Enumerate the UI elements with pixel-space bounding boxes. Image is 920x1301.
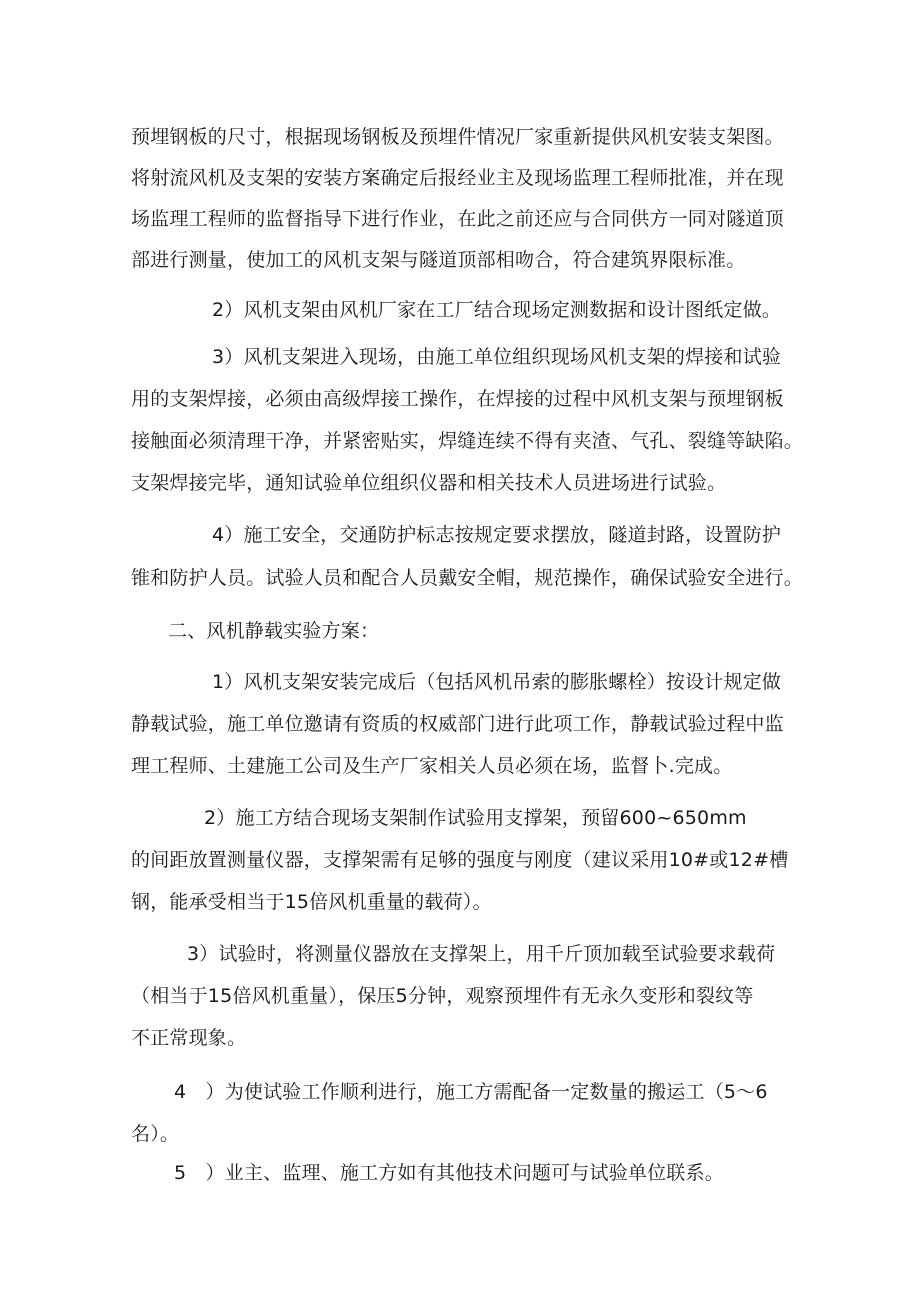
text-line: 钢，能承受相当于15倍风机重量的载荷）。 — [131, 891, 492, 913]
list-item-4: 4 ）为使试验工作顺利进行，施工方需配备一定数量的搬运工（5〜6 — [174, 1081, 768, 1103]
list-item-5: 5 ）业主、监理、施工方如有其他技术问题可与试验单位联系。 — [174, 1162, 724, 1184]
text-line: 不正常现象。 — [131, 1027, 247, 1049]
text-line: 名）。 — [131, 1123, 180, 1145]
text-line: 预埋钢板的尺寸，根据现场钢板及预埋件情况厂家重新提供风机安装支架图。 — [131, 126, 784, 148]
text-line: 部进行测量，使加工的风机支架与隧道顶部相吻合，符合建筑界限标准。 — [131, 249, 746, 271]
text-line: 用的支架焊接，必须由高级焊接工操作，在焊接的过程中风机支架与预埋钢板 — [131, 388, 784, 410]
list-item-4: 4）施工安全，交通防护标志按规定要求摆放，隧道封路，设置防护 — [212, 524, 782, 546]
text-line: 静载试验，施工单位邀请有资质的权威部门进行此项工作，静载试验过程中监 — [131, 713, 784, 735]
list-item-2: 2）风机支架由风机厂家在工厂结合现场定测数据和设计图纸定做。 — [212, 299, 782, 321]
list-item-1: 1）风机支架安装完成后（包括风机吊索的膨胀螺栓）按设计规定做 — [212, 671, 782, 693]
list-item-3: 3）试验时，将测量仪器放在支撑架上，用千斤顶加载至试验要求载荷 — [187, 943, 776, 965]
text-line: 支架焊接完毕，通知试验单位组织仪器和相关技术人员进场进行试验。 — [131, 472, 727, 494]
text-line: 的间距放置测量仪器，支撑架需有足够的强度与刚度（建议采用10#或12#槽 — [131, 849, 789, 871]
list-item-3: 3）风机支架进入现场，由施工单位组织现场风机支架的焊接和试验 — [212, 346, 782, 368]
text-line: 场监理工程师的监督指导下进行作业，在此之前还应与合同供方一同对隧道顶 — [131, 208, 784, 230]
text-line: 锥和防护人员。试验人员和配合人员戴安全帽，规范操作，确保试验安全进行。 — [131, 567, 804, 589]
text-line: 接触面必须清理干净，并紧密贴实，焊缝连续不得有夹渣、气孔、裂缝等缺陷。 — [131, 430, 804, 452]
text-line: 将射流风机及支架的安装方案确定后报经业主及现场监理工程师批准，并在现 — [131, 167, 784, 189]
list-item-2: 2）施工方结合现场支架制作试验用支撑架，预留600~650mm — [204, 807, 747, 829]
text-line: （相当于15倍风机重量），保压5分钟，观察预埋件有无永久变形和裂纹等 — [131, 985, 754, 1007]
section-heading: 二、风机静载实验方案： — [168, 620, 380, 642]
text-line: 理工程师、土建施工公司及生产厂家相关人员必须在场，监督卜.完成。 — [131, 755, 733, 777]
